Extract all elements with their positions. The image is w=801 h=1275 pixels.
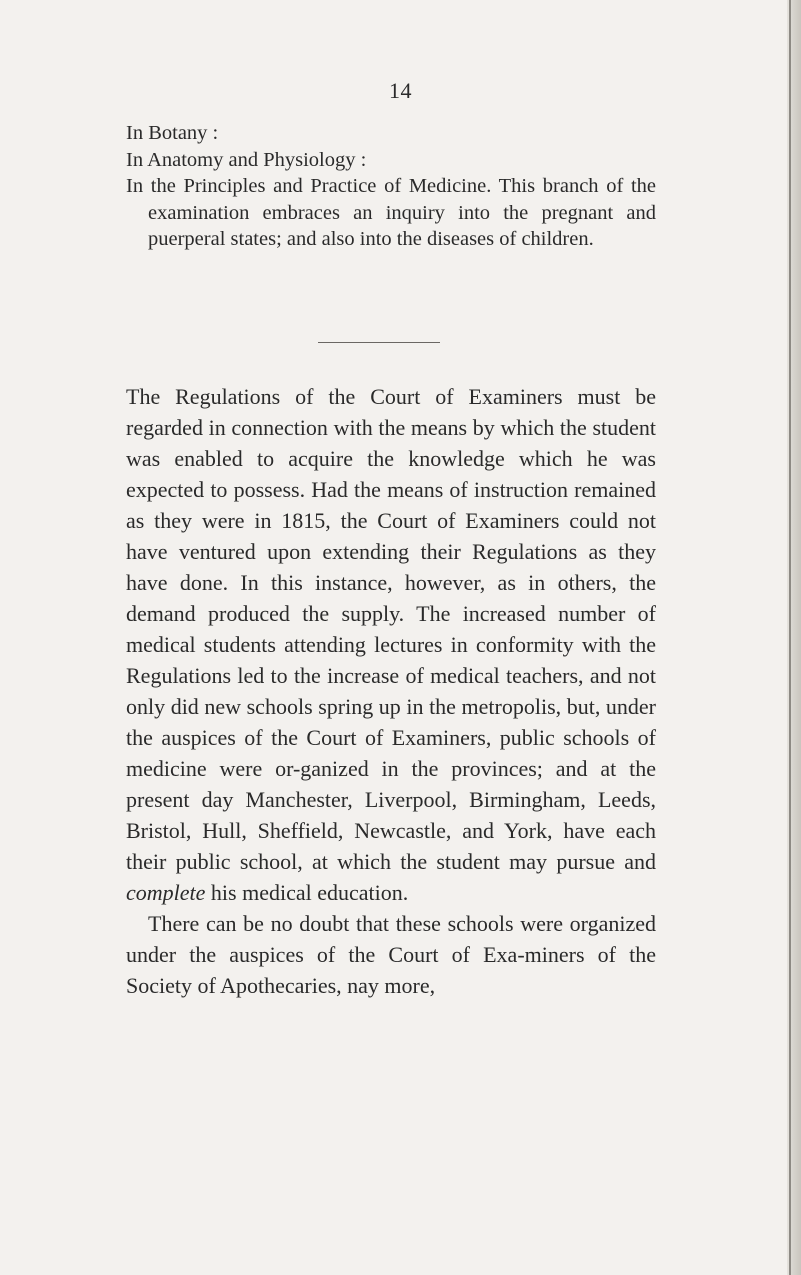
page-number: 14 [389, 78, 412, 103]
subject-botany: In Botany : [126, 122, 219, 144]
subject-medicine: In the Principles and Practice of Medicine. This branch of the examination embraces an inquiry into the pregnant and puerperal states; and also into the diseases of children. [126, 175, 656, 251]
paragraph-regulations [126, 381, 656, 908]
section-divider [318, 342, 440, 343]
italic-complete: complete [126, 880, 206, 905]
paragraph-regulations-end: his medical education. [205, 880, 409, 905]
examination-subjects [126, 120, 656, 253]
paragraph-schools: There can be no doubt that these schools were organized under the auspices of the Court of Exa-miners of the Society of Apothecaries, nay more, [126, 911, 656, 998]
paragraph-regulations-text: The Regulations of the Court of Examiners must be regarded in connection with the means by which the student was enabled to acquire the knowledge which he was expected to possess. Had the means of instruction remained as they were in 1815, the Court of Examiners could not have ventured upon extending their Regulations as they have done. In this instance, however, as in others, the demand produced the supply. The increased number of medical students attending lectures in conformity with the Regulations led to the increase of medical teachers, and not only did new schools spring up in the metropolis, but, under the auspices of the Court of Examiners, public schools of medicine were or-ganized in the provinces; and at the present day Manchester, Liverpool, Birmingham, Leeds, Bristol, Hull, Sheffield, Newcastle, and York, have each their public school, at which the student may pursue and [126, 384, 656, 874]
subject-anatomy: In Anatomy and Physiology : [126, 148, 367, 171]
page-edge-shadow [789, 0, 791, 1275]
main-text [126, 381, 656, 1001]
